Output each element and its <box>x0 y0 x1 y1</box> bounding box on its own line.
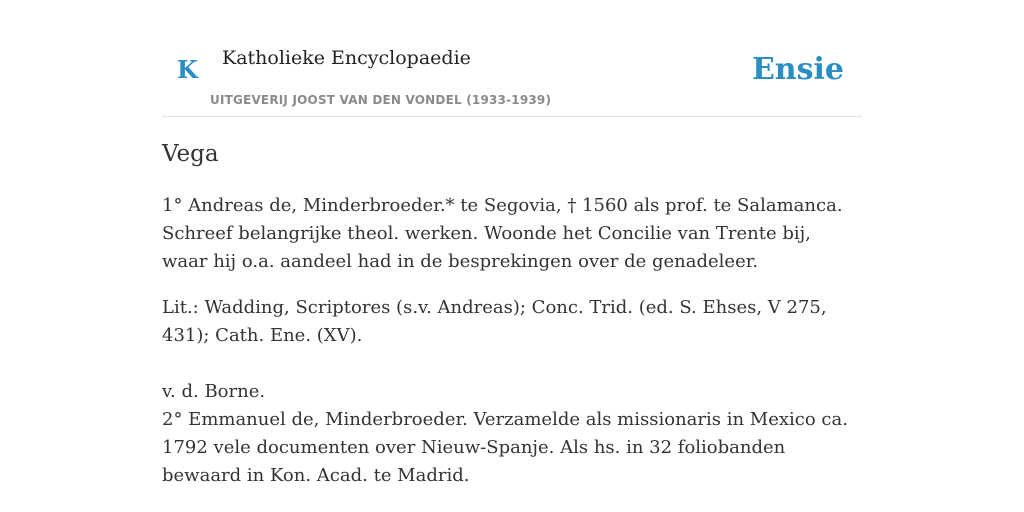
author-signature: v. d. Borne. <box>162 381 266 402</box>
site-header <box>162 40 862 117</box>
article-paragraph-1: 1° Andreas de, Minderbroeder.* te Segovia, † 1560 als prof. te Salamanca. Schreef belangrijke theol. werken. Woonde het Concilie van Trente bij, waar hij o.a. aandeel had in de besprekingen over de genadeleer. <box>162 195 843 272</box>
article <box>162 138 862 490</box>
literature-paragraph: Lit.: Wadding, Scriptores (s.v. Andreas); Conc. Trid. (ed. S. Ehses, V 275, 431); Cath. Ene. (XV). <box>162 297 827 346</box>
publisher-subtitle: UITGEVERIJ JOOST VAN DEN VONDEL (1933-1939) <box>210 93 552 107</box>
article-paragraph-2: 2° Emmanuel de, Minderbroeder. Verzamelde als missionaris in Mexico ca. 1792 vele documenten over Nieuw-Spanje. Als hs. in 32 foliobanden bewaard in Kon. Acad. te Madrid. <box>162 409 848 486</box>
site-title-link[interactable]: Katholieke Encyclopaedie <box>222 47 471 69</box>
spacer <box>162 368 862 378</box>
page-title: Vega <box>162 141 219 167</box>
ensie-brand-link[interactable]: Ensie <box>751 52 844 87</box>
site-logo-icon[interactable]: K <box>177 55 198 84</box>
